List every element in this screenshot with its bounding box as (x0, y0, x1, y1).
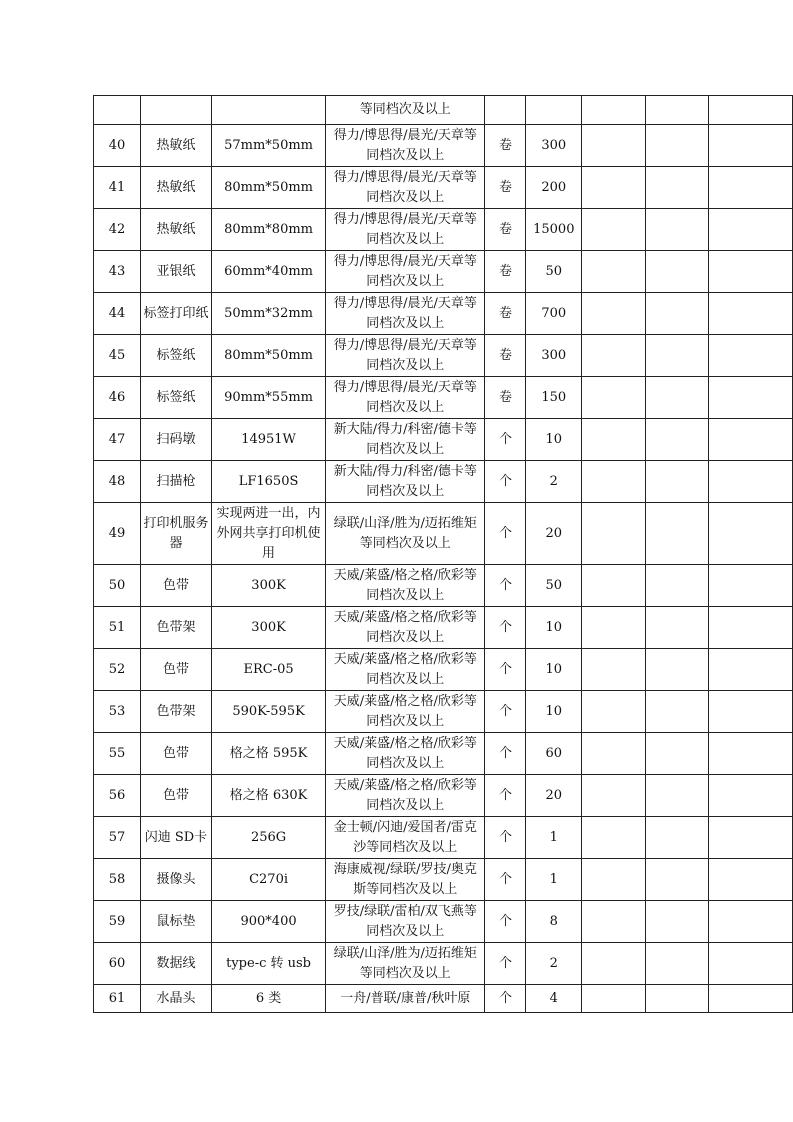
item-brand: 新大陆/得力/科密/德卡等同档次及以上 (326, 419, 485, 461)
item-brand: 绿联/山泽/胜为/迈拓维矩等同档次及以上 (326, 943, 485, 985)
item-name (140, 96, 211, 125)
item-unit: 个 (485, 943, 526, 985)
item-quantity: 10 (526, 649, 582, 691)
empty-cell (645, 817, 709, 859)
item-spec (211, 96, 325, 125)
item-brand: 绿联/山泽/胜为/迈拓维矩等同档次及以上 (326, 503, 485, 565)
item-quantity: 1 (526, 859, 582, 901)
item-name: 闪迪 SD卡 (140, 817, 211, 859)
item-spec: 6 类 (211, 985, 325, 1013)
item-quantity: 50 (526, 251, 582, 293)
item-unit: 个 (485, 461, 526, 503)
table-row (94, 503, 793, 565)
empty-cell (645, 251, 709, 293)
table-row (94, 985, 793, 1013)
item-unit: 卷 (485, 377, 526, 419)
empty-cell (582, 649, 646, 691)
item-unit: 卷 (485, 125, 526, 167)
table-row (94, 691, 793, 733)
table-row (94, 96, 793, 125)
item-quantity: 50 (526, 565, 582, 607)
item-number: 47 (94, 419, 141, 461)
empty-cell (709, 209, 793, 251)
empty-cell (582, 461, 646, 503)
empty-cell (709, 775, 793, 817)
item-name: 色带 (140, 775, 211, 817)
empty-cell (709, 419, 793, 461)
item-brand: 得力/博思得/晨光/天章等同档次及以上 (326, 167, 485, 209)
item-quantity: 200 (526, 167, 582, 209)
table-row (94, 335, 793, 377)
item-name: 色带 (140, 649, 211, 691)
empty-cell (709, 649, 793, 691)
table-row (94, 377, 793, 419)
empty-cell (582, 943, 646, 985)
item-quantity: 20 (526, 503, 582, 565)
item-brand: 等同档次及以上 (326, 96, 485, 125)
table-row (94, 649, 793, 691)
empty-cell (709, 733, 793, 775)
item-spec: 格之格 630K (211, 775, 325, 817)
empty-cell (645, 901, 709, 943)
item-unit: 个 (485, 817, 526, 859)
empty-cell (709, 691, 793, 733)
item-quantity: 300 (526, 335, 582, 377)
item-spec: 14951W (211, 419, 325, 461)
empty-cell (709, 293, 793, 335)
item-number: 50 (94, 565, 141, 607)
item-number: 56 (94, 775, 141, 817)
item-unit: 个 (485, 649, 526, 691)
item-name: 摄像头 (140, 859, 211, 901)
table-row (94, 775, 793, 817)
item-spec: 实现两进一出，内外网共享打印机使用 (211, 503, 325, 565)
table-row (94, 125, 793, 167)
product-table (93, 95, 793, 1013)
item-number: 60 (94, 943, 141, 985)
item-number: 46 (94, 377, 141, 419)
empty-cell (582, 565, 646, 607)
item-spec: 590K-595K (211, 691, 325, 733)
item-number: 52 (94, 649, 141, 691)
table-row (94, 901, 793, 943)
item-brand: 天威/莱盛/格之格/欣彩等同档次及以上 (326, 691, 485, 733)
item-unit: 个 (485, 901, 526, 943)
empty-cell (645, 859, 709, 901)
empty-cell (645, 461, 709, 503)
item-brand: 一舟/普联/康普/秋叶原 (326, 985, 485, 1013)
item-name: 打印机服务器 (140, 503, 211, 565)
item-number: 45 (94, 335, 141, 377)
table-row (94, 565, 793, 607)
item-quantity: 150 (526, 377, 582, 419)
empty-cell (709, 901, 793, 943)
empty-cell (582, 901, 646, 943)
item-brand: 得力/博思得/晨光/天章等同档次及以上 (326, 335, 485, 377)
item-name: 热敏纸 (140, 125, 211, 167)
empty-cell (582, 859, 646, 901)
item-quantity: 20 (526, 775, 582, 817)
empty-cell (709, 335, 793, 377)
item-name: 标签打印纸 (140, 293, 211, 335)
empty-cell (645, 565, 709, 607)
item-quantity: 15000 (526, 209, 582, 251)
item-name: 热敏纸 (140, 167, 211, 209)
item-unit: 卷 (485, 251, 526, 293)
empty-cell (709, 859, 793, 901)
table-row (94, 733, 793, 775)
item-number: 58 (94, 859, 141, 901)
item-number: 43 (94, 251, 141, 293)
item-spec: 256G (211, 817, 325, 859)
item-spec: 300K (211, 607, 325, 649)
item-name: 数据线 (140, 943, 211, 985)
empty-cell (645, 985, 709, 1013)
item-unit: 个 (485, 691, 526, 733)
item-brand: 天威/莱盛/格之格/欣彩等同档次及以上 (326, 775, 485, 817)
item-brand: 新大陆/得力/科密/德卡等同档次及以上 (326, 461, 485, 503)
item-unit: 个 (485, 607, 526, 649)
item-name: 水晶头 (140, 985, 211, 1013)
item-spec: 80mm*80mm (211, 209, 325, 251)
item-number: 49 (94, 503, 141, 565)
empty-cell (709, 96, 793, 125)
item-brand: 金士顿/闪迪/爱国者/雷克沙等同档次及以上 (326, 817, 485, 859)
empty-cell (709, 503, 793, 565)
empty-cell (582, 503, 646, 565)
empty-cell (645, 125, 709, 167)
item-brand: 得力/博思得/晨光/天章等同档次及以上 (326, 251, 485, 293)
item-spec: 300K (211, 565, 325, 607)
item-spec: LF1650S (211, 461, 325, 503)
item-number: 51 (94, 607, 141, 649)
item-quantity: 700 (526, 293, 582, 335)
item-brand: 得力/博思得/晨光/天章等同档次及以上 (326, 209, 485, 251)
item-quantity (526, 96, 582, 125)
empty-cell (582, 817, 646, 859)
item-name: 扫码墩 (140, 419, 211, 461)
item-number: 44 (94, 293, 141, 335)
empty-cell (709, 607, 793, 649)
empty-cell (582, 775, 646, 817)
item-unit: 个 (485, 565, 526, 607)
item-spec: 80mm*50mm (211, 335, 325, 377)
table-row (94, 859, 793, 901)
item-unit: 个 (485, 775, 526, 817)
empty-cell (582, 377, 646, 419)
empty-cell (645, 649, 709, 691)
empty-cell (582, 335, 646, 377)
empty-cell (709, 251, 793, 293)
item-spec: 80mm*50mm (211, 167, 325, 209)
item-spec: 50mm*32mm (211, 293, 325, 335)
item-name: 扫描枪 (140, 461, 211, 503)
empty-cell (582, 691, 646, 733)
item-unit: 个 (485, 859, 526, 901)
item-quantity: 300 (526, 125, 582, 167)
item-unit: 个 (485, 733, 526, 775)
empty-cell (582, 96, 646, 125)
item-unit: 个 (485, 503, 526, 565)
item-name: 色带 (140, 565, 211, 607)
empty-cell (582, 985, 646, 1013)
item-spec: C270i (211, 859, 325, 901)
item-name: 色带 (140, 733, 211, 775)
item-spec: 格之格 595K (211, 733, 325, 775)
empty-cell (582, 733, 646, 775)
item-name: 色带架 (140, 691, 211, 733)
item-number: 59 (94, 901, 141, 943)
empty-cell (582, 293, 646, 335)
item-brand: 得力/博思得/晨光/天章等同档次及以上 (326, 125, 485, 167)
item-number: 41 (94, 167, 141, 209)
item-name: 亚银纸 (140, 251, 211, 293)
item-number: 61 (94, 985, 141, 1013)
empty-cell (645, 733, 709, 775)
table-row (94, 251, 793, 293)
empty-cell (645, 503, 709, 565)
empty-cell (645, 167, 709, 209)
empty-cell (582, 167, 646, 209)
item-number: 57 (94, 817, 141, 859)
table-row (94, 419, 793, 461)
item-quantity: 60 (526, 733, 582, 775)
table-row (94, 607, 793, 649)
empty-cell (645, 209, 709, 251)
empty-cell (709, 565, 793, 607)
item-unit: 个 (485, 985, 526, 1013)
table-row (94, 461, 793, 503)
item-quantity: 8 (526, 901, 582, 943)
item-unit: 卷 (485, 167, 526, 209)
item-brand: 天威/莱盛/格之格/欣彩等同档次及以上 (326, 607, 485, 649)
item-quantity: 4 (526, 985, 582, 1013)
item-number (94, 96, 141, 125)
empty-cell (645, 293, 709, 335)
empty-cell (645, 943, 709, 985)
item-brand: 海康威视/绿联/罗技/奥克斯等同档次及以上 (326, 859, 485, 901)
item-name: 热敏纸 (140, 209, 211, 251)
empty-cell (582, 419, 646, 461)
item-number: 48 (94, 461, 141, 503)
empty-cell (709, 125, 793, 167)
item-quantity: 10 (526, 691, 582, 733)
empty-cell (645, 691, 709, 733)
empty-cell (582, 209, 646, 251)
table-row (94, 943, 793, 985)
empty-cell (709, 817, 793, 859)
item-unit (485, 96, 526, 125)
item-spec: 57mm*50mm (211, 125, 325, 167)
empty-cell (645, 607, 709, 649)
empty-cell (645, 419, 709, 461)
item-name: 标签纸 (140, 335, 211, 377)
item-brand: 天威/莱盛/格之格/欣彩等同档次及以上 (326, 649, 485, 691)
empty-cell (709, 461, 793, 503)
empty-cell (582, 125, 646, 167)
item-unit: 卷 (485, 335, 526, 377)
item-name: 标签纸 (140, 377, 211, 419)
item-quantity: 2 (526, 943, 582, 985)
item-unit: 个 (485, 419, 526, 461)
empty-cell (709, 377, 793, 419)
table-row (94, 817, 793, 859)
item-brand: 得力/博思得/晨光/天章等同档次及以上 (326, 293, 485, 335)
item-brand: 天威/莱盛/格之格/欣彩等同档次及以上 (326, 565, 485, 607)
item-quantity: 1 (526, 817, 582, 859)
item-name: 色带架 (140, 607, 211, 649)
item-spec: type-c 转 usb (211, 943, 325, 985)
empty-cell (645, 96, 709, 125)
item-brand: 罗技/绿联/雷柏/双飞燕等同档次及以上 (326, 901, 485, 943)
table-row (94, 293, 793, 335)
item-brand: 天威/莱盛/格之格/欣彩等同档次及以上 (326, 733, 485, 775)
item-quantity: 2 (526, 461, 582, 503)
item-spec: 60mm*40mm (211, 251, 325, 293)
item-unit: 卷 (485, 209, 526, 251)
item-number: 55 (94, 733, 141, 775)
item-number: 40 (94, 125, 141, 167)
item-quantity: 10 (526, 419, 582, 461)
empty-cell (645, 775, 709, 817)
item-quantity: 10 (526, 607, 582, 649)
item-number: 53 (94, 691, 141, 733)
empty-cell (645, 377, 709, 419)
table-row (94, 209, 793, 251)
empty-cell (709, 167, 793, 209)
item-spec: 90mm*55mm (211, 377, 325, 419)
table-row (94, 167, 793, 209)
empty-cell (709, 985, 793, 1013)
item-name: 鼠标垫 (140, 901, 211, 943)
empty-cell (582, 607, 646, 649)
item-spec: 900*400 (211, 901, 325, 943)
item-unit: 卷 (485, 293, 526, 335)
empty-cell (582, 251, 646, 293)
item-spec: ERC-05 (211, 649, 325, 691)
item-brand: 得力/博思得/晨光/天章等同档次及以上 (326, 377, 485, 419)
empty-cell (645, 335, 709, 377)
item-number: 42 (94, 209, 141, 251)
empty-cell (709, 943, 793, 985)
